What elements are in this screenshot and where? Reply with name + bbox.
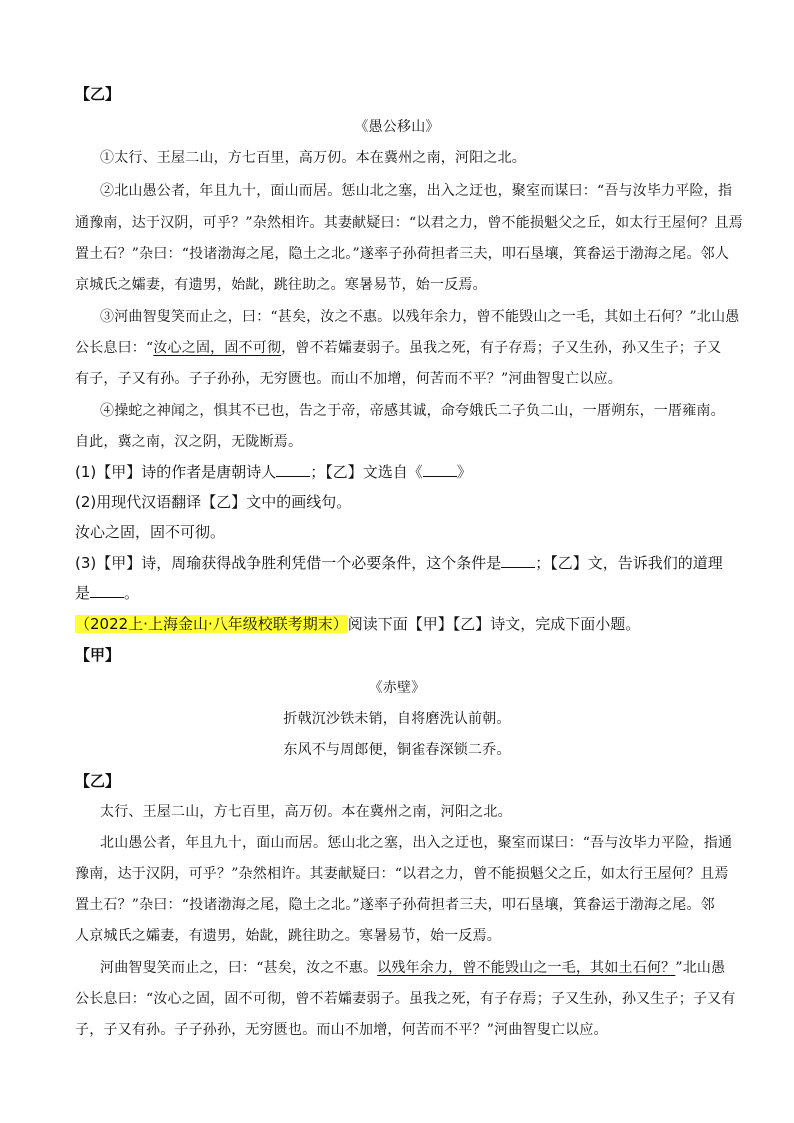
yi-paragraph-2-line: ②北山愚公者，年且九十，面山而居。惩山北之塞，出入之迂也，聚室而谋曰：“吾与汝毕力平险，指 — [100, 183, 733, 199]
yi2-tag: 【乙】 — [75, 772, 121, 790]
poem-line: 折戟沉沙铁未销，自将磨洗认前朝。 — [283, 711, 511, 727]
yi-paragraph-2-line: 京城氏之孀妻，有遗男，始龀，跳往助之。寒暑易节，始一反焉。 — [75, 277, 487, 293]
yi2-paragraph-2-line: 北山愚公者，年且九十，面山而居。惩山北之塞，出入之迂也，聚室而谋曰：“吾与汝毕力平险，指通 — [100, 835, 733, 851]
yi2-paragraph-3-line: 子，子又有孙。子子孙孙，无穷匮也。而山不加增，何苦而不平？”河曲智叟亡以应。 — [75, 1022, 608, 1038]
text-span: ；【乙】文，告诉我们的道理 — [535, 554, 723, 572]
yi2-paragraph-1: 太行、王屋二山，方七百里，高万仞。本在冀州之南，河阳之北。 — [100, 804, 512, 820]
answer-blank[interactable] — [501, 553, 535, 568]
underlined-sentence: 以残年余力，曾不能毁山之一毛，其如土石何？ — [377, 960, 676, 976]
instruction-text: 阅读下面【甲】【乙】诗文，完成下面小题。 — [347, 615, 641, 633]
poem-line: 东风不与周郎便，铜雀春深锁二乔。 — [283, 742, 511, 758]
answer-blank[interactable] — [90, 583, 124, 598]
yi-paragraph-4-line: 自此，冀之南，汉之阴，无陇断焉。 — [75, 434, 303, 450]
question-1 — [75, 461, 472, 482]
jia-tag: 【甲】 — [75, 646, 121, 664]
yi-title: 《愚公移山》 — [354, 119, 440, 135]
text-span: ；【乙】文选自《 — [310, 463, 423, 481]
text-span: ”北山愚 — [675, 960, 726, 976]
question-2: (2)用现代汉语翻译【乙】文中的画线句。 — [75, 493, 352, 511]
jia-title: 《赤壁》 — [368, 680, 426, 696]
text-span: 是 — [75, 584, 91, 602]
yi-paragraph-1: ①太行、王屋二山，方七百里，高万仞。本在冀州之南，河阳之北。 — [100, 150, 526, 166]
question-3-continued — [75, 582, 139, 603]
text-span: 公长息曰：“ — [75, 340, 154, 356]
text-span: ，曾不若孀妻弱子。虽我之死，有子存焉；子又生孙，孙又生子；子又 — [281, 340, 722, 356]
question-3 — [75, 552, 723, 573]
yi2-paragraph-2-line: 人京城氏之孀妻，有遗男，始龀，跳往助之。寒暑易节，始一反焉。 — [75, 928, 501, 944]
source-label: （2022上·上海金山·八年级校联考期末） — [75, 615, 348, 633]
question-2-sentence: 汝心之固，固不可彻。 — [75, 523, 226, 541]
yi-paragraph-3-line: 有子，子又有孙。子子孙孙，无穷匮也。而山不加增，何苦而不平？”河曲智叟亡以应。 — [75, 371, 622, 387]
yi-paragraph-3-line — [75, 337, 721, 357]
text-span: 》 — [456, 463, 472, 481]
text-span: (1)【甲】诗的作者是唐朝诗人 — [75, 463, 277, 481]
yi-paragraph-3-line: ③河曲智叟笑而止之，曰：“甚矣，汝之不惠。以残年余力，曾不能毁山之一毛，其如土石何？”北山愚 — [100, 309, 740, 325]
answer-blank[interactable] — [276, 462, 310, 477]
source-line — [75, 613, 640, 634]
answer-blank[interactable] — [423, 462, 457, 477]
text-span: 河曲智叟笑而止之，曰：“甚矣，汝之不惠。 — [100, 960, 378, 976]
underlined-sentence: 汝心之固，固不可彻 — [153, 340, 282, 356]
yi-paragraph-2-line: 通豫南，达于汉阴，可乎？”杂然相许。其妻献疑曰：“以君之力，曾不能损魁父之丘，如太行王屋何？且焉 — [75, 215, 743, 231]
yi-paragraph-4-line: ④操蛇之神闻之，惧其不已也，告之于帝，帝感其诚，命夸娥氏二子负二山，一厝朔东，一厝雍南。 — [100, 403, 725, 419]
text-span: 。 — [124, 584, 140, 602]
yi2-paragraph-2-line: 豫南，达于汉阴，可乎？”杂然相许。其妻献疑曰：“以君之力，曾不能损魁父之丘，如太行王屋何？且焉 — [75, 866, 729, 882]
yi-tag: 【乙】 — [75, 85, 121, 103]
text-span: (3)【甲】诗，周瑜获得战争胜利凭借一个必要条件，这个条件是 — [75, 554, 502, 572]
yi2-paragraph-3-line: 公长息曰：“汝心之固，固不可彻，曾不若孀妻弱子。虽我之死，有子存焉；子又生孙，孙又生子；子又有 — [75, 991, 736, 1007]
yi-paragraph-2-line: 置土石？”杂曰：“投诸渤海之尾，隐土之北。”遂率子孙荷担者三夫，叩石垦壤，箕畚运于渤海之尾。邻人 — [75, 246, 730, 262]
yi2-paragraph-2-line: 置土石？”杂曰：“投诸渤海之尾，隐土之北。”遂率子孙荷担者三夫，叩石垦壤，箕畚运于渤海之尾。邻 — [75, 897, 715, 913]
yi2-paragraph-3-line — [100, 957, 725, 977]
